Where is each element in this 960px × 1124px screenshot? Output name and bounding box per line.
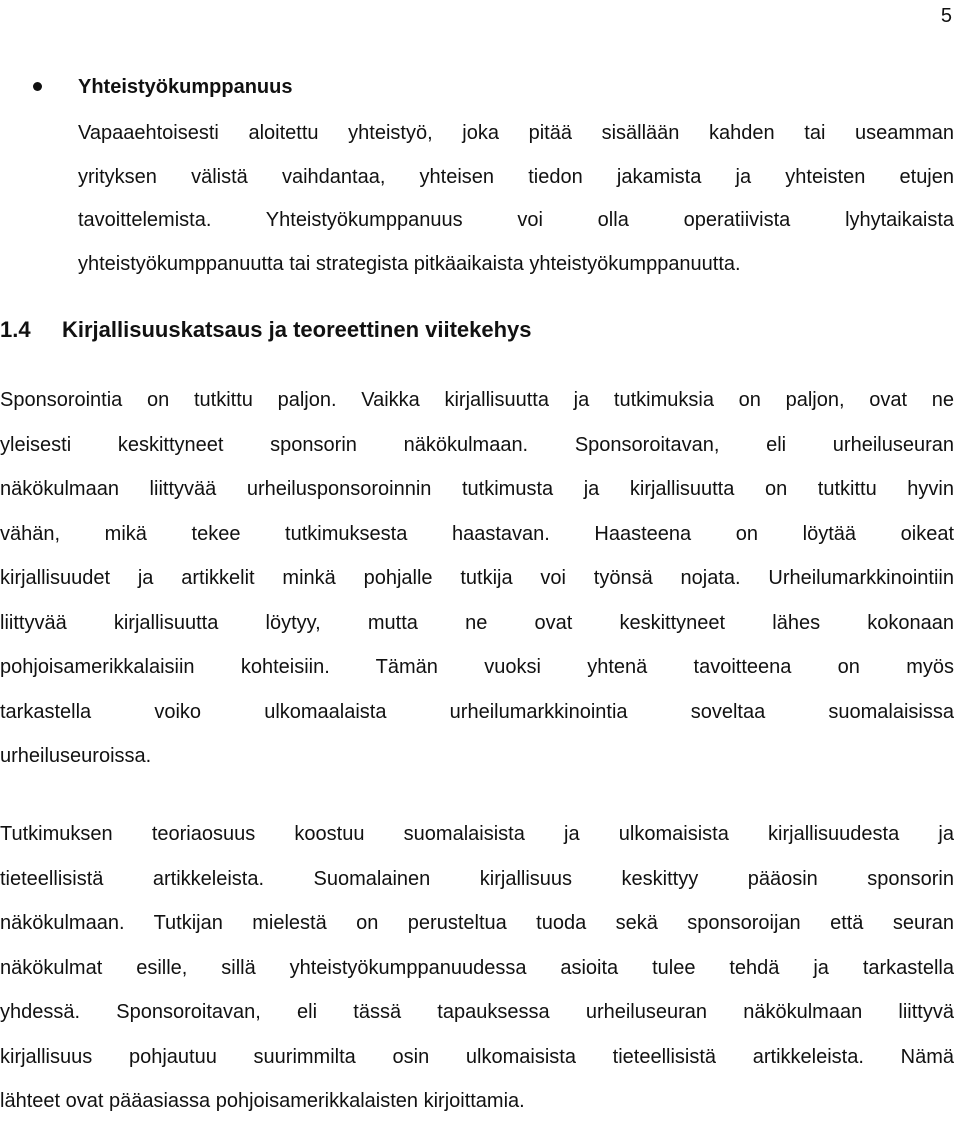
section-title: Kirjallisuuskatsaus ja teoreettinen viitekehys xyxy=(62,317,532,342)
text-line: yleisesti keskittyneet sponsorin näkökulmaan. Sponsoroitavan, eli urheiluseuran xyxy=(0,433,954,456)
text-line: Sponsorointia on tutkittu paljon. Vaikka kirjallisuutta ja tutkimuksia on paljon, ovat ne xyxy=(0,389,954,411)
text-line: Vapaaehtoisesti aloitettu yhteistyö, joka pitää sisällään kahden tai useamman xyxy=(78,122,954,144)
text-line: pohjoisamerikkalaisiin kohteisiin. Tämän vuoksi yhtenä tavoitteena on myös xyxy=(0,656,954,678)
text-line: vähän, mikä tekee tutkimuksesta haastavan. Haasteena on löytää oikeat xyxy=(0,522,954,545)
bullet-dot-icon xyxy=(33,82,42,91)
text-line: näkökulmaan. Tutkijan mielestä on perusteltua tuoda sekä sponsoroijan että seuran xyxy=(0,912,954,934)
bullet-term: Yhteistyökumppanuus xyxy=(78,76,293,98)
text-line: tieteellisistä artikkeleista. Suomalainen kirjallisuus keskittyy pääosin sponsorin xyxy=(0,867,954,890)
bullet-definition xyxy=(78,112,954,286)
text-line: yhteistyökumppanuutta tai strategista pitkäaikaista yhteistyökumppanuutta. xyxy=(78,252,741,275)
text-line: yhdessä. Sponsoroitavan, eli tässä tapauksessa urheiluseuran näkökulmaan liittyvä xyxy=(0,1001,954,1023)
text-line: liittyvää kirjallisuutta löytyy, mutta ne ovat keskittyneet lähes kokonaan xyxy=(0,611,954,634)
text-line: kirjallisuudet ja artikkelit minkä pohjalle tutkija voi työnsä nojata. Urheilumarkkinointiin xyxy=(0,567,954,589)
text-line: tarkastella voiko ulkomaalaista urheilumarkkinointia soveltaa suomalaisissa xyxy=(0,700,954,723)
text-line: tavoittelemista. Yhteistyökumppanuus voi olla operatiivista lyhytaikaista xyxy=(78,209,954,231)
paragraph-theory xyxy=(0,812,954,1124)
section-heading xyxy=(0,312,532,348)
text-line: näkökulmat esille, sillä yhteistyökumppanuudessa asioita tulee tehdä ja tarkastella xyxy=(0,956,954,979)
paragraph-literature xyxy=(0,378,954,779)
text-line: Tutkimuksen teoriaosuus koostuu suomalaisista ja ulkomaisista kirjallisuudesta ja xyxy=(0,823,954,845)
text-line: urheiluseuroissa. xyxy=(0,745,152,767)
text-line: näkökulmaan liittyvää urheilusponsoroinnin tutkimusta ja kirjallisuutta on tutkittu hyvin xyxy=(0,478,954,500)
page-number: 5 xyxy=(940,5,952,27)
section-number: 1.4 xyxy=(0,317,31,342)
text-line: kirjallisuus pohjautuu suurimmilta osin ulkomaisista tieteellisistä artikkeleista. Nämä xyxy=(0,1045,954,1068)
text-line: lähteet ovat pääasiassa pohjoisamerikkalaisten kirjoittamia. xyxy=(0,1090,525,1112)
text-line: yrityksen välistä vaihdantaa, yhteisen tiedon jakamista ja yhteisten etujen xyxy=(78,165,954,188)
